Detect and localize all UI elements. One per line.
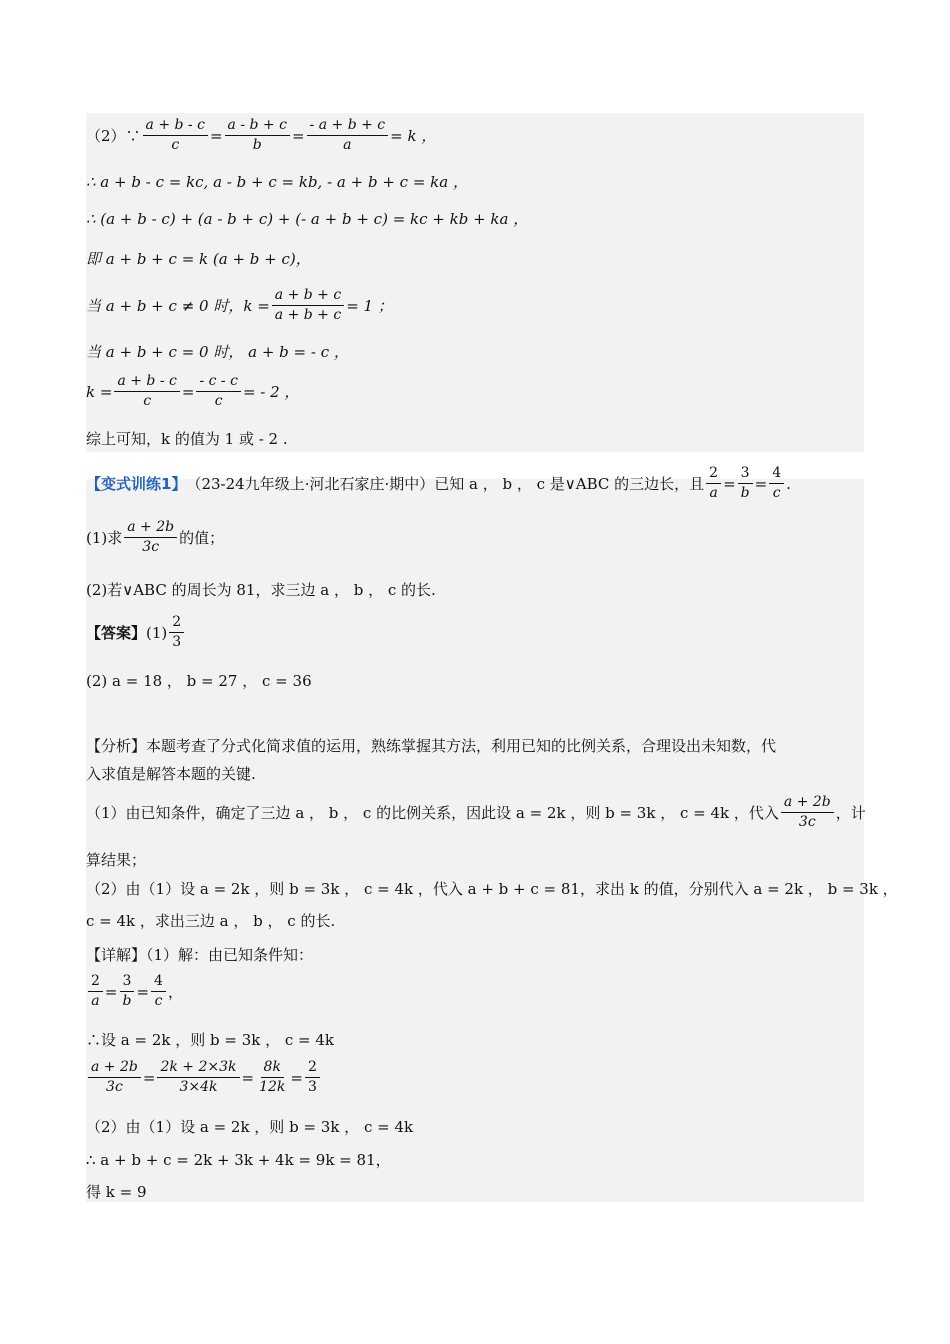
- problem-statement: 【变式训练1】 （23-24九年级上·河北石家庄·期中）已知 a ， b ， c 是∨ABC 的三边长，且 $\frac{2}{a}$ = $\frac{3}{b}$ = $\frac{4}{c}$ .: [86, 465, 791, 502]
- variant-training-label: 【变式训练1】: [86, 474, 187, 493]
- analysis-line-4: 算结果；: [86, 851, 147, 869]
- analysis-line-6: c = 4k ，求出三边 a ， b ， c 的长.: [86, 912, 336, 930]
- equation-line-4: 即 a + b + c = k (a + b + c)，: [86, 250, 311, 268]
- equation-line-5: 当 a + b + c ≠ 0 时， k = $\frac{a + b + c}{a + b + c}$ = 1 ；: [86, 287, 393, 324]
- fraction: $\frac{a + b + c}{a + b + c}$: [272, 288, 344, 324]
- fraction: $\frac{2}{3}$: [169, 615, 184, 651]
- fraction: $\frac{4}{c}$: [151, 974, 166, 1010]
- question-2: (2)若∨ABC 的周长为 81，求三边 a ， b ， c 的长.: [86, 581, 436, 599]
- analysis-line-2: 入求值是解答本题的关键.: [86, 765, 256, 783]
- answer-label: 【答案】: [86, 623, 147, 642]
- fraction: $\frac{- a + b + c}{a}$: [307, 118, 389, 154]
- fraction: $\frac{8k}{12k}$: [259, 1059, 286, 1096]
- fraction: $\frac{a + b - c}{c}$: [143, 118, 208, 154]
- fraction: $\frac{2}{a}$: [88, 974, 103, 1010]
- analysis-line-1: 【分析】本题考查了分式化简求值的运用，熟练掌握其方法，利用已知的比例关系，合理设出未知数，代: [86, 737, 777, 755]
- analysis-line-5: （2）由（1）设 a = 2k ，则 b = 3k ， c = 4k ，代入 a + b + c = 81，求出 k 的值，分别代入 a = 2k ， b = 3k ，: [86, 880, 898, 898]
- fraction: $\frac{- c - c}{c}$: [196, 374, 241, 410]
- fraction: $\frac{a + 2b}{3c}$: [88, 1060, 141, 1096]
- fraction: $\frac{a + 2b}{3c}$: [781, 795, 834, 831]
- conclusion-line: 综上可知，k 的值为 1 或 - 2 .: [86, 430, 288, 448]
- detail-line-2: $\frac{2}{a}$ = $\frac{3}{b}$ = $\frac{4}{c}$ ，: [86, 974, 183, 1010]
- equation-line-2: ∴ a + b - c = kc, a - b + c = kb, - a + b + c = ka ，: [86, 173, 468, 191]
- answer-line-1: 【答案】 (1) $\frac{2}{3}$: [86, 615, 186, 651]
- fraction: $\frac{2k + 2\times 3k}{3\times 4k}$: [157, 1060, 239, 1096]
- fraction: $\frac{2}{a}$: [706, 466, 721, 502]
- because-text: （2）∵: [86, 126, 141, 145]
- fraction: $\frac{3}{b}$: [120, 974, 135, 1010]
- question-1: (1)求 $\frac{a + 2b}{3c}$ 的值；: [86, 519, 225, 556]
- fraction: $\frac{2}{3}$: [305, 1060, 320, 1096]
- fraction: $\frac{a - b + c}{b}$: [225, 118, 290, 154]
- equation-line-6: 当 a + b + c = 0 时， a + b = - c ，: [86, 343, 349, 361]
- detail-line-5: （2）由（1）设 a = 2k ，则 b = 3k ， c = 4k: [86, 1118, 414, 1136]
- answer-line-2: (2) a = 18 ， b = 27 ， c = 36: [86, 672, 312, 690]
- detail-line-6: ∴ a + b + c = 2k + 3k + 4k = 9k = 81，: [86, 1151, 391, 1169]
- equation-line-1: （2）∵ $\frac{a + b - c}{c}$ = $\frac{a - b + c}{b}$ = $\frac{- a + b + c}{a}$ = k ，: [86, 117, 437, 154]
- detail-line-1: 【详解】（1）解：由已知条件知：: [86, 946, 314, 964]
- equation-line-7: k = $\frac{a + b - c}{c}$ = $\frac{- c - c}{c}$ = - 2 ，: [86, 373, 300, 410]
- equation-line-3: ∴ (a + b - c) + (a - b + c) + (- a + b + c) = kc + kb + ka ，: [86, 210, 529, 228]
- detail-line-4: $\frac{a + 2b}{3c}$ = $\frac{2k + 2\times 3k}{3\times 4k}$ = $\frac{8k}{12k}$ = $\frac{2}{3}$: [86, 1060, 322, 1096]
- fraction: $\frac{a + b - c}{c}$: [114, 374, 179, 410]
- fraction: $\frac{4}{c}$: [769, 466, 784, 502]
- detail-line-7: 得 k = 9: [86, 1183, 147, 1201]
- detail-line-3: ∴设 a = 2k ，则 b = 3k ， c = 4k: [86, 1031, 334, 1049]
- fraction: $\frac{a + 2b}{3c}$: [124, 520, 177, 556]
- fraction: $\frac{3}{b}$: [738, 466, 753, 502]
- analysis-line-3: （1）由已知条件，确定了三边 a ， b ， c 的比例关系，因此设 a = 2k ，则 b = 3k ， c = 4k ，代入 $\frac{a + 2b}{3c}$ ，计: [86, 794, 866, 831]
